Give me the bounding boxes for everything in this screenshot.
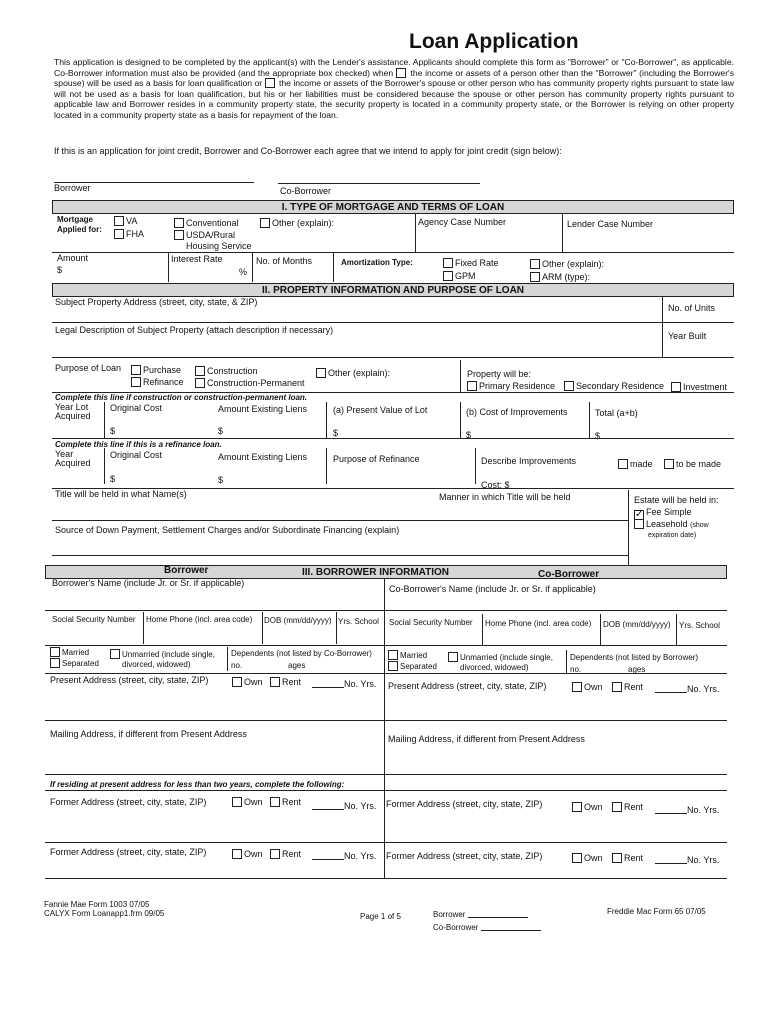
residing-note: If residing at present address for less than two years, complete the following: [50,780,345,789]
refinance-line-note: Complete this line if this is a refinance loan. [55,440,222,449]
fha-label: FHA [126,229,144,239]
coborrower-sign-line[interactable] [278,183,480,184]
property-address-label: Subject Property Address (street, city, state, & ZIP) [55,297,258,307]
coborrower-separated-checkbox[interactable] [388,661,398,671]
coborrower-column-title: Co-Borrower [538,569,600,580]
va-label: VA [126,216,138,226]
other-purpose-checkbox[interactable] [316,368,326,378]
leasehold-label: Leasehold [646,519,688,529]
coborrower-separated-label: Separated [400,662,437,671]
to-be-made-checkbox[interactable] [664,459,674,469]
borrower-former1-rent-label: Rent [282,797,302,807]
coborrower-former2-own-checkbox[interactable] [572,853,582,863]
amount-label: Amount [57,253,89,263]
cost-label: Cost: $ [481,480,510,490]
construction-line-note: Complete this line if construction or construction-permanent loan. [55,393,308,402]
borrower-mailing-label: Mailing Address, if different from Present Address [50,729,247,739]
fixed-rate-label: Fixed Rate [455,258,499,268]
lender-case-label: Lender Case Number [567,219,654,229]
construction-label: Construction [207,366,258,376]
intro-paragraph [54,57,734,120]
fannie-form-label: Fannie Mae Form 1003 07/05 [44,900,150,909]
section-3-header: III. BORROWER INFORMATION [302,567,450,578]
borrower-dependents-no: no. [231,661,243,670]
refi-original-cost-label: Original Cost [110,450,163,460]
borrower-former-address-label-2: Former Address (street, city, state, ZIP) [50,847,207,857]
section-1-header: I. TYPE OF MORTGAGE AND TERMS OF LOAN [52,200,734,214]
borrower-former1-own-label: Own [244,797,263,807]
coborrower-former2-rent-checkbox[interactable] [612,853,622,863]
borrower-column-title: Borrower [164,565,209,576]
other-amort-label: Other (explain): [542,259,605,269]
refinance-checkbox[interactable] [131,377,141,387]
coborrower-former1-rent-checkbox[interactable] [612,802,622,812]
coborrower-phone-label: Home Phone (incl. area code) [485,619,592,628]
gpm-label: GPM [455,271,476,281]
refi-existing-liens-dollar: $ [218,475,224,485]
usda-label: USDA/Rural [186,230,236,240]
refi-year-label: Year [55,449,74,459]
coborrower-school-label: Yrs. School [679,621,720,630]
present-value-label: (a) Present Value of Lot [333,405,428,415]
fee-simple-label: Fee Simple [646,507,692,517]
borrower-former2-yrs-label: No. Yrs. [344,851,377,861]
borrower-former2-rent-checkbox[interactable] [270,849,280,859]
borrower-phone-label: Home Phone (incl. area code) [146,615,253,624]
footer-borrower-initials-line[interactable] [468,909,528,918]
coborrower-former-address-label-2: Former Address (street, city, state, ZIP) [386,851,543,861]
construction-perm-label: Construction-Permanent [207,378,305,388]
conventional-label: Conventional [186,218,239,228]
year-lot-label: Year Lot [55,402,89,412]
footer-coborrower-initials-line[interactable] [481,922,541,931]
footer-coborrower-label: Co-Borrower [433,923,479,932]
coborrower-unmarried-label: Unmarried (include single, [460,653,553,662]
title-names-label: Title will be held in what Name(s) [55,489,187,499]
fha-checkbox[interactable] [114,229,124,239]
gpm-checkbox[interactable] [443,271,453,281]
legal-description-label: Legal Description of Subject Property (attach description if necessary) [55,325,334,335]
coborrower-dependents-no: no. [570,665,582,674]
leasehold-checkbox[interactable] [634,519,644,529]
coborrower-former1-yrs-label: No. Yrs. [687,805,720,815]
coborrower-former2-rent-label: Rent [624,853,644,863]
borrower-married-label: Married [62,648,90,657]
year-built-label: Year Built [668,331,707,341]
purchase-checkbox[interactable] [131,365,141,375]
borrower-present-rent-checkbox[interactable] [270,677,280,687]
borrower-separated-checkbox[interactable] [50,658,60,668]
arm-checkbox[interactable] [530,272,540,282]
borrower-unmarried-checkbox[interactable] [110,649,120,659]
applied-for-label: Applied for: [57,225,102,234]
coborrower-present-own-checkbox[interactable] [572,682,582,692]
coborrower-former1-own-label: Own [584,802,603,812]
coborrower-ssn-label: Social Security Number [389,618,473,627]
borrower-ssn-label: Social Security Number [52,615,136,624]
other-mortgage-label: Other (explain): [272,218,335,228]
footer-borrower-label: Borrower [433,910,466,919]
construction-perm-checkbox[interactable] [195,378,205,388]
total-dollar: $ [595,431,601,441]
borrower-dob-label: DOB (mm/dd/yyyy) [264,616,332,625]
borrower-present-own-label: Own [244,677,263,687]
coborrower-former2-yrs-label: No. Yrs. [687,855,720,865]
borrower-former-address-label-1: Former Address (street, city, state, ZIP) [50,797,207,807]
borrower-former1-rent-checkbox[interactable] [270,797,280,807]
usda-checkbox[interactable] [174,230,184,240]
existing-liens-dollar: $ [218,426,224,436]
existing-liens-label: Amount Existing Liens [218,404,308,414]
borrower-present-yrs-label: No. Yrs. [344,679,377,689]
original-cost-dollar: $ [110,426,116,436]
coborrower-present-rent-checkbox[interactable] [612,682,622,692]
borrower-sign-label: Borrower [54,183,91,193]
to-be-made-label: to be made [676,459,722,469]
section-2-header: II. PROPERTY INFORMATION AND PURPOSE OF LOAN [52,283,734,297]
coborrower-present-own-label: Own [584,682,603,692]
refi-original-cost-dollar: $ [110,474,116,484]
coborrower-married-label: Married [400,651,428,660]
borrower-former2-own-checkbox[interactable] [232,849,242,859]
borrower-name-label: Borrower's Name (include Jr. or Sr. if applicable) [52,578,245,588]
freddie-form-label: Freddie Mac Form 65 07/05 [607,907,706,916]
acquired-label: Acquired [55,411,91,421]
coborrower-unmarried-checkbox[interactable] [448,652,458,662]
other-purpose-label: Other (explain): [328,368,391,378]
cost-improvements-dollar: $ [466,430,472,440]
units-label: No. of Units [668,303,716,313]
source-down-payment-label: Source of Down Payment, Settlement Charges and/or Subordinate Financing (explain) [55,525,400,535]
purpose-label: Purpose of Loan [55,363,122,373]
other-amort-checkbox[interactable] [530,259,540,269]
secondary-residence-checkbox[interactable] [564,381,574,391]
coborrower-dependents-ages: ages [628,665,646,674]
describe-improvements-label: Describe Improvements [481,456,577,466]
construction-checkbox[interactable] [195,366,205,376]
manner-title-label: Manner in which Title will be held [439,492,571,502]
borrower-school-label: Yrs. School [338,617,379,626]
borrower-present-rent-label: Rent [282,677,302,687]
borrower-present-address-label: Present Address (street, city, state, ZIP) [50,675,209,685]
coborrower-dependents-label: Dependents (not listed by Borrower) [570,653,699,662]
made-checkbox[interactable] [618,459,628,469]
amortization-label: Amortization Type: [341,258,413,267]
coborrower-married-checkbox[interactable] [388,650,398,660]
total-label: Total (a+b) [595,408,638,418]
joint-credit-text: If this is an application for joint credit, Borrower and Co-Borrower each agree that we intend to apply for joint credit (sign below): [54,146,562,156]
cost-improvements-label: (b) Cost of Improvements [466,407,568,417]
conventional-checkbox[interactable] [174,218,184,228]
interest-rate-label: Interest Rate [171,254,223,264]
coborrower-sign-label: Co-Borrower [280,186,332,196]
va-checkbox[interactable] [114,216,124,226]
borrower-present-own-checkbox[interactable] [232,677,242,687]
borrower-former1-yrs-label: No. Yrs. [344,801,377,811]
secondary-residence-label: Secondary Residence [576,381,665,391]
intro-text-c: the income or assets of the Borrower's spouse or other person who has community property rights pursuant to state law will not be used as a basis for loan qualification, but his or her liabilities must be considered because the spouse or other person has community property rights pursuant to applicable law and Borrower resides in a community property state, the security property is located in a community property state, or the Borrower is relying on other property located in a community property state as a basis for repayment of the loan. [54,78,734,120]
expiration-note: expiration date) [648,532,697,539]
coborrower-former2-own-label: Own [584,853,603,863]
borrower-former2-own-label: Own [244,849,263,859]
housing-service-label: Housing Service [186,241,252,251]
page-title: Loan Application [409,30,579,53]
intro-text-b: the income or assets of a person other than the "Borrower" (including the Borrower's spouse) will be used as a basis for loan qualification or [54,67,734,88]
borrower-separated-label: Separated [62,659,99,668]
mortgage-label: Mortgage [57,215,93,224]
coborrower-former-address-label-1: Former Address (street, city, state, ZIP) [386,799,543,809]
coborrower-former1-rent-label: Rent [624,802,644,812]
page-number: Page 1 of 5 [360,912,401,921]
borrower-former1-own-checkbox[interactable] [232,797,242,807]
months-label: No. of Months [256,256,313,266]
estate-label: Estate will be held in: [634,495,719,505]
borrower-dependents-label: Dependents (not listed by Co-Borrower) [231,649,372,658]
coborrower-dob-label: DOB (mm/dd/yyyy) [603,620,671,629]
borrower-married-checkbox[interactable] [50,647,60,657]
coborrower-former1-own-checkbox[interactable] [572,802,582,812]
agency-case-label: Agency Case Number [418,217,507,227]
refi-existing-liens-label: Amount Existing Liens [218,452,308,462]
primary-residence-checkbox[interactable] [467,381,477,391]
leasehold-show-note: (show [690,522,709,529]
purchase-label: Purchase [143,365,182,375]
coborrower-present-address-label: Present Address (street, city, state, ZIP) [388,681,547,691]
present-value-dollar: $ [333,428,339,438]
made-label: made [630,459,653,469]
rate-percent: % [239,267,248,277]
borrower-dependents-ages: ages [288,661,306,670]
original-cost-label: Original Cost [110,403,163,413]
fixed-rate-checkbox[interactable] [443,258,453,268]
intro-text-a: This application is designed to be completed by the applicant(s) with the Lender's assistance. Applicants should complete this form as "Borrower" or "Co-Borrower", as applicable. Co-Borrower information must also be provided (and the appropriate box checked) when [54,57,734,78]
investment-label: Investment [683,382,728,392]
property-will-be-label: Property will be: [467,369,532,379]
coborrower-divorced-label: divorced, widowed) [460,663,529,672]
refinance-label: Refinance [143,377,184,387]
borrower-unmarried-label: Unmarried (include single, [122,650,215,659]
other-mortgage-checkbox[interactable] [260,218,270,228]
spouse-liability-checkbox[interactable] [265,78,275,88]
investment-checkbox[interactable] [671,382,681,392]
refi-purpose-label: Purpose of Refinance [333,454,420,464]
amount-dollar: $ [57,265,63,275]
coborrower-mailing-label: Mailing Address, if different from Present Address [388,734,585,744]
coborrower-name-label: Co-Borrower's Name (include Jr. or Sr. if applicable) [389,584,596,594]
coborrower-present-rent-label: Rent [624,682,644,692]
primary-residence-label: Primary Residence [479,381,556,391]
refi-acquired-label: Acquired [55,458,91,468]
calyx-form-label: CALYX Form Loanapp1.frm 09/05 [44,909,165,918]
coborrower-present-yrs-label: No. Yrs. [687,684,720,694]
borrower-former2-rent-label: Rent [282,849,302,859]
borrower-divorced-label: divorced, widowed) [122,660,191,669]
coborrower-income-checkbox[interactable] [396,68,406,78]
arm-label: ARM (type): [542,272,591,282]
